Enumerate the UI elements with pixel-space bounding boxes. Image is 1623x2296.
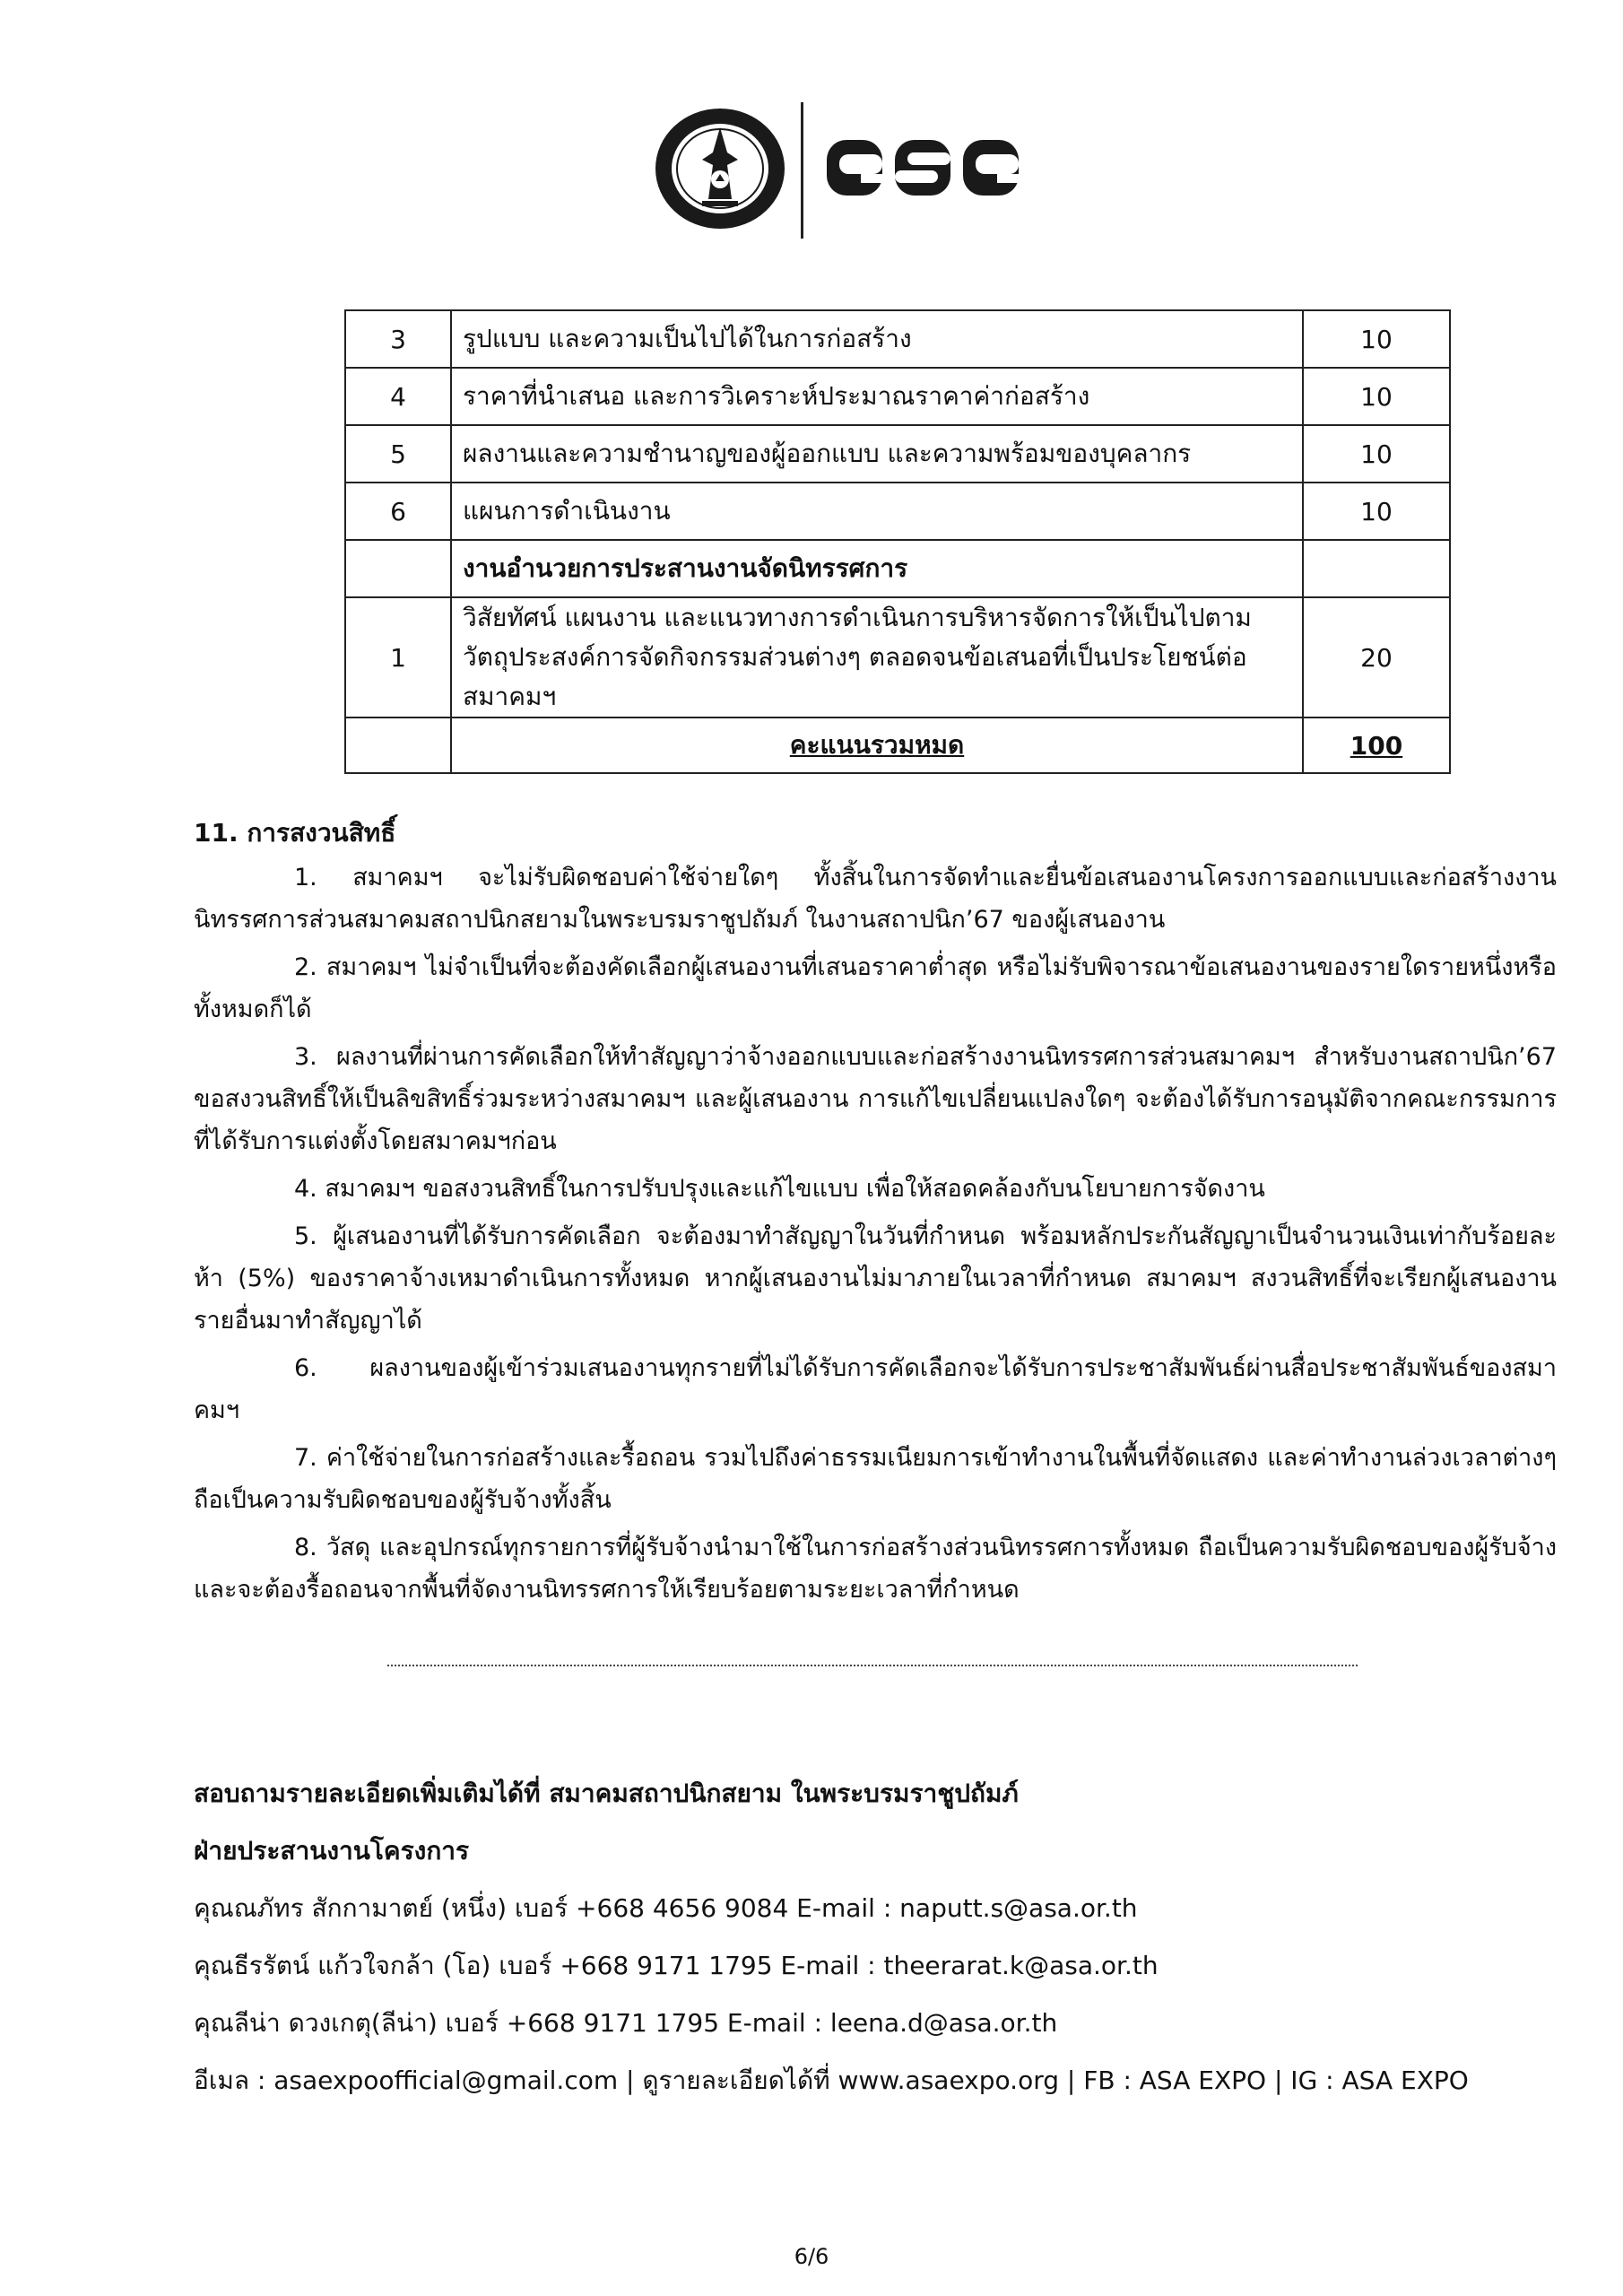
total-label: คะแนนรวมหมด xyxy=(789,730,965,760)
table-row xyxy=(345,483,1450,540)
table-row xyxy=(345,597,1450,718)
asa-wordmark-logo xyxy=(825,131,1022,204)
criterion-text-line: วัตถุประสงค์การจัดกิจกรรมส่วนต่างๆ ตลอดจนข้อเสนอที่เป็นประโยชน์ต่อสมาคมฯ xyxy=(463,642,1247,711)
criterion-text: แผนการดำเนินงาน xyxy=(451,483,1303,540)
clause: 7. ค่าใช้จ่ายในการก่อสร้างและรื้อถอน รวมไปถึงค่าธรรมเนียมการเข้าทำงานในพื้นที่จัดแสดง และค่าทำงานล่วงเวลาต่างๆ ถือเป็นความรับผิดชอบของผู้รับจ้างทั้งสิ้น xyxy=(194,1444,1557,1514)
criterion-text-line: วิสัยทัศน์ แผนงาน และแนวทางการดำเนินการบริหารจัดการให้เป็นไปตาม xyxy=(463,603,1252,632)
contact-heading: สอบถามรายละเอียดเพิ่มเติมได้ที่ สมาคมสถาปนิกสยาม ในพระบรมราชูปถัมภ์ xyxy=(194,1779,1019,1808)
table-row xyxy=(345,310,1450,368)
row-number: 4 xyxy=(345,368,451,425)
row-number: 3 xyxy=(345,310,451,368)
clause: 4. สมาคมฯ ขอสงวนสิทธิ์ในการปรับปรุงและแก้ไขแบบ เพื่อให้สอดคล้องกับนโยบายการจัดงาน xyxy=(294,1175,1265,1203)
criterion-score: 10 xyxy=(1303,310,1450,368)
criterion-text: ราคาที่นำเสนอ และการวิเคราะห์ประมาณราคาค่าก่อสร้าง xyxy=(451,368,1303,425)
row-number: 5 xyxy=(345,425,451,483)
reservation-clauses xyxy=(194,857,1557,1616)
criterion-score: 10 xyxy=(1303,368,1450,425)
clause: 5. ผู้เสนองานที่ได้รับการคัดเลือก จะต้องมาทำสัญญาในวันที่กำหนด พร้อมหลักประกันสัญญาเป็นจำนวนเงินเท่ากับร้อยละห้า (5%) ของราคาจ้างเหมาดำเนินการทั้งหมด หากผู้เสนองานไม่มาภายในเวลาที่กำหนด สมาคมฯ สงวนสิทธิ์ที่จะเรียกผู้เสนองานรายอื่นมาทำสัญญาได้ xyxy=(194,1222,1557,1335)
header-divider xyxy=(801,102,803,239)
table-subheading-row xyxy=(345,540,1450,597)
clause: 3. ผลงานที่ผ่านการคัดเลือกให้ทำสัญญาว่าจ้างออกแบบและก่อสร้างงานนิทรรศการส่วนสมาคมฯ สำหรับงานสถาปนิก’67 ขอสงวนสิทธิ์ให้เป็นลิขสิทธิ์ร่วมระหว่างสมาคมฯ และผู้เสนองาน การแก้ไขเปลี่ยนแปลงใดๆ จะต้องได้รับการอนุมัติจากคณะกรรมการที่ได้รับการแต่งตั้งโดยสมาคมฯก่อน xyxy=(194,1043,1557,1155)
table-total-row xyxy=(345,718,1450,773)
row-number: 1 xyxy=(345,597,451,718)
row-number: 6 xyxy=(345,483,451,540)
criterion-score: 20 xyxy=(1303,597,1450,718)
page-header xyxy=(0,97,1623,240)
criterion-score: 10 xyxy=(1303,483,1450,540)
contact-department: ฝ่ายประสานงานโครงการ xyxy=(194,1836,470,1866)
contact-person: คุณธีรรัตน์ แก้วใจกล้า (โอ) เบอร์ +668 9171 1795 E-mail : theerarat.k@asa.or.th xyxy=(194,1951,1159,1980)
table-subheading: งานอำนวยการประสานงานจัดนิทรรศการ xyxy=(451,540,1303,597)
criterion-text: ผลงานและความชำนาญของผู้ออกแบบ และความพร้อมของบุคลากร xyxy=(451,425,1303,483)
page-number: 6/6 xyxy=(794,2244,829,2269)
criterion-text xyxy=(451,597,1303,718)
contact-person: คุณลีน่า ดวงเกตุ(ลีน่า) เบอร์ +668 9171 1795 E-mail : leena.d@asa.or.th xyxy=(194,2008,1058,2038)
section-title: 11. การสงวนสิทธิ์ xyxy=(194,818,396,848)
total-score: 100 xyxy=(1350,730,1403,761)
clause: 2. สมาคมฯ ไม่จำเป็นที่จะต้องคัดเลือกผู้เสนองานที่เสนอราคาต่ำสุด หรือไม่รับพิจารณาข้อเสนองานของรายใดรายหนึ่งหรือทั้งหมดก็ได้ xyxy=(194,953,1557,1023)
table-row xyxy=(345,368,1450,425)
contact-footer-line: อีเมล : asaexpoofficial@gmail.com | ดูรายละเอียดได้ที่ www.asaexpo.org | FB : ASA EXPO | IG : ASA EXPO xyxy=(194,2066,1469,2095)
dotted-separator xyxy=(387,1665,1358,1666)
criterion-score: 10 xyxy=(1303,425,1450,483)
table-row xyxy=(345,425,1450,483)
clause: 8. วัสดุ และอุปกรณ์ทุกรายการที่ผู้รับจ้างนำมาใช้ในการก่อสร้างส่วนนิทรรศการทั้งหมด ถือเป็นความรับผิดชอบของผู้รับจ้าง และจะต้องรื้อถอนจากพื้นที่จัดงานนิทรรศการให้เรียบร้อยตามระยะเวลาที่กำหนด xyxy=(194,1534,1557,1604)
clause: 1. สมาคมฯ จะไม่รับผิดชอบค่าใช้จ่ายใดๆ ทั้งสิ้นในการจัดทำและยื่นข้อเสนองานโครงการออกแบบและก่อสร้างงานนิทรรศการส่วนสมาคมสถาปนิกสยามในพระบรมราชูปถัมภ์ ในงานสถาปนิก’67 ของผู้เสนองาน xyxy=(194,864,1557,934)
contact-person: คุณณภัทร สักกามาตย์ (หนึ่ง) เบอร์ +668 4656 9084 E-mail : naputt.s@asa.or.th xyxy=(194,1893,1138,1923)
asa-seal-logo xyxy=(653,106,787,231)
clause: 6. ผลงานของผู้เข้าร่วมเสนองานทุกรายที่ไม่ได้รับการคัดเลือกจะได้รับการประชาสัมพันธ์ผ่านสื่อประชาสัมพันธ์ของสมาคมฯ xyxy=(194,1354,1557,1424)
score-table xyxy=(344,309,1451,774)
criterion-text: รูปแบบ และความเป็นไปได้ในการก่อสร้าง xyxy=(451,310,1303,368)
